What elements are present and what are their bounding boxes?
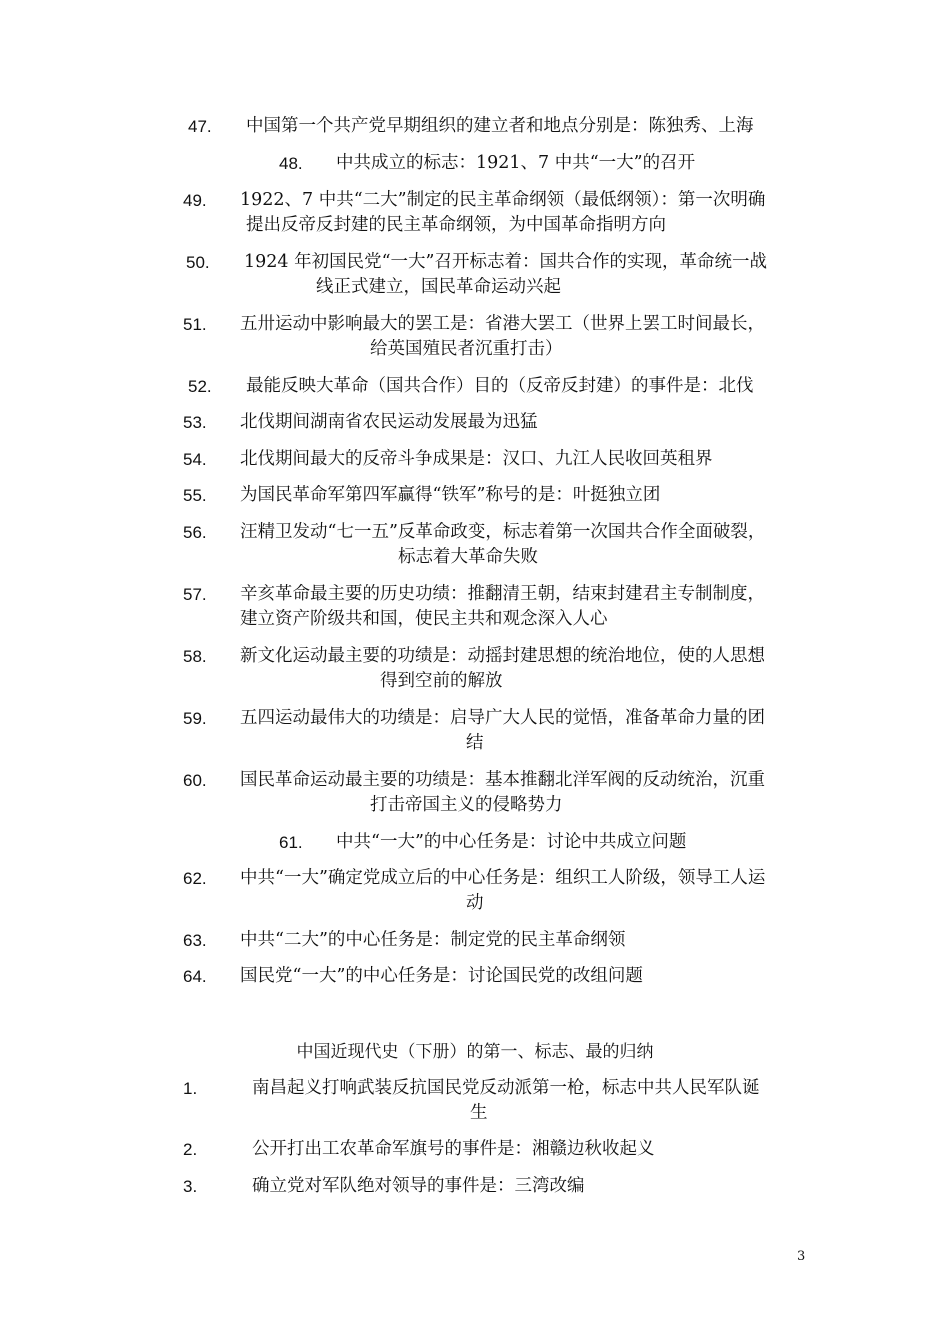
item-text: 新文化运动最主要的功绩是：动摇封建思想的统治地位，使的人思想 — [240, 646, 765, 666]
item-number: 57. — [183, 585, 207, 604]
item-text: 五卅运动中影响最大的罢工是：省港大罢工（世界上罢工时间最长， — [240, 314, 765, 334]
item-number: 1. — [183, 1079, 198, 1098]
item-text-continued: 线正式建立，国民革命运动兴起 — [316, 277, 561, 297]
item-text-continued: 生 — [470, 1103, 488, 1123]
item-text: 北伐期间最大的反帝斗争成果是：汉口、九江人民收回英租界 — [240, 449, 713, 469]
item-text: 1924 年初国民党“一大”召开标志着：国共合作的实现，革命统一战 — [244, 252, 767, 272]
item-text: 国民党“一大”的中心任务是：讨论国民党的改组问题 — [240, 966, 643, 986]
item-text: 为国民革命军第四军赢得“铁军”称号的是：叶挺独立团 — [240, 485, 661, 505]
item-text: 确立党对军队绝对领导的事件是：三湾改编 — [252, 1176, 585, 1196]
item-text: 汪精卫发动“七一五”反革命政变，标志着第一次国共合作全面破裂， — [240, 522, 766, 542]
item-text: 最能反映大革命（国共合作）目的（反帝反封建）的事件是：北伐 — [246, 376, 754, 396]
item-text: 五四运动最伟大的功绩是：启导广大人民的觉悟，准备革命力量的团 — [240, 708, 765, 728]
item-text: 中共“一大”确定党成立后的中心任务是：组织工人阶级，领导工人运 — [240, 868, 766, 888]
item-text: 中国第一个共产党早期组织的建立者和地点分别是：陈独秀、上海 — [246, 116, 754, 136]
item-number: 2. — [183, 1140, 198, 1159]
item-text-continued: 打击帝国主义的侵略势力 — [370, 795, 563, 815]
item-text: 1922、7 中共“二大”制定的民主革命纲领（最低纲领）：第一次明确 — [240, 190, 766, 210]
page-number: 3 — [797, 1249, 806, 1264]
item-number: 54. — [183, 450, 207, 469]
item-text-continued: 给英国殖民者沉重打击） — [370, 339, 563, 359]
item-text: 中共“二大”的中心任务是：制定党的民主革命纲领 — [240, 930, 626, 950]
item-number: 52. — [188, 377, 212, 396]
item-number: 60. — [183, 771, 207, 790]
section-heading: 中国近现代史（下册）的第一、标志、最的归纳 — [296, 1042, 654, 1062]
item-number: 61. — [279, 833, 303, 852]
item-number: 3. — [183, 1177, 198, 1196]
item-number: 50. — [186, 253, 210, 272]
item-text-continued: 得到空前的解放 — [380, 671, 503, 691]
item-number: 64. — [183, 967, 207, 986]
item-text: 公开打出工农革命军旗号的事件是：湘赣边秋收起义 — [252, 1139, 655, 1159]
item-text-continued: 结 — [466, 733, 484, 753]
item-text-continued: 标志着大革命失败 — [398, 547, 538, 567]
item-number: 56. — [183, 523, 207, 542]
item-number: 62. — [183, 869, 207, 888]
item-number: 47. — [188, 117, 212, 136]
item-number: 55. — [183, 486, 207, 505]
item-number: 53. — [183, 413, 207, 432]
item-text: 辛亥革命最主要的历史功绩：推翻清王朝，结束封建君主专制制度， — [240, 584, 765, 604]
item-text: 南昌起义打响武装反抗国民党反动派第一枪，标志中共人民军队诞 — [252, 1078, 760, 1098]
item-number: 49. — [183, 191, 207, 210]
item-number: 59. — [183, 709, 207, 728]
item-text-continued: 建立资产阶级共和国，使民主共和观念深入人心 — [240, 609, 608, 629]
item-text: 北伐期间湖南省农民运动发展最为迅猛 — [240, 412, 538, 432]
item-text: 中共“一大”的中心任务是：讨论中共成立问题 — [336, 832, 687, 852]
item-number: 51. — [183, 315, 207, 334]
item-text-continued: 提出反帝反封建的民主革命纲领，为中国革命指明方向 — [246, 215, 666, 235]
item-text: 中共成立的标志：1921、7 中共“一大”的召开 — [336, 153, 696, 173]
item-text-continued: 动 — [466, 893, 484, 913]
item-text: 国民革命运动最主要的功绩是：基本推翻北洋军阀的反动统治，沉重 — [240, 770, 765, 790]
item-number: 58. — [183, 647, 207, 666]
item-number: 48. — [279, 154, 303, 173]
item-number: 63. — [183, 931, 207, 950]
